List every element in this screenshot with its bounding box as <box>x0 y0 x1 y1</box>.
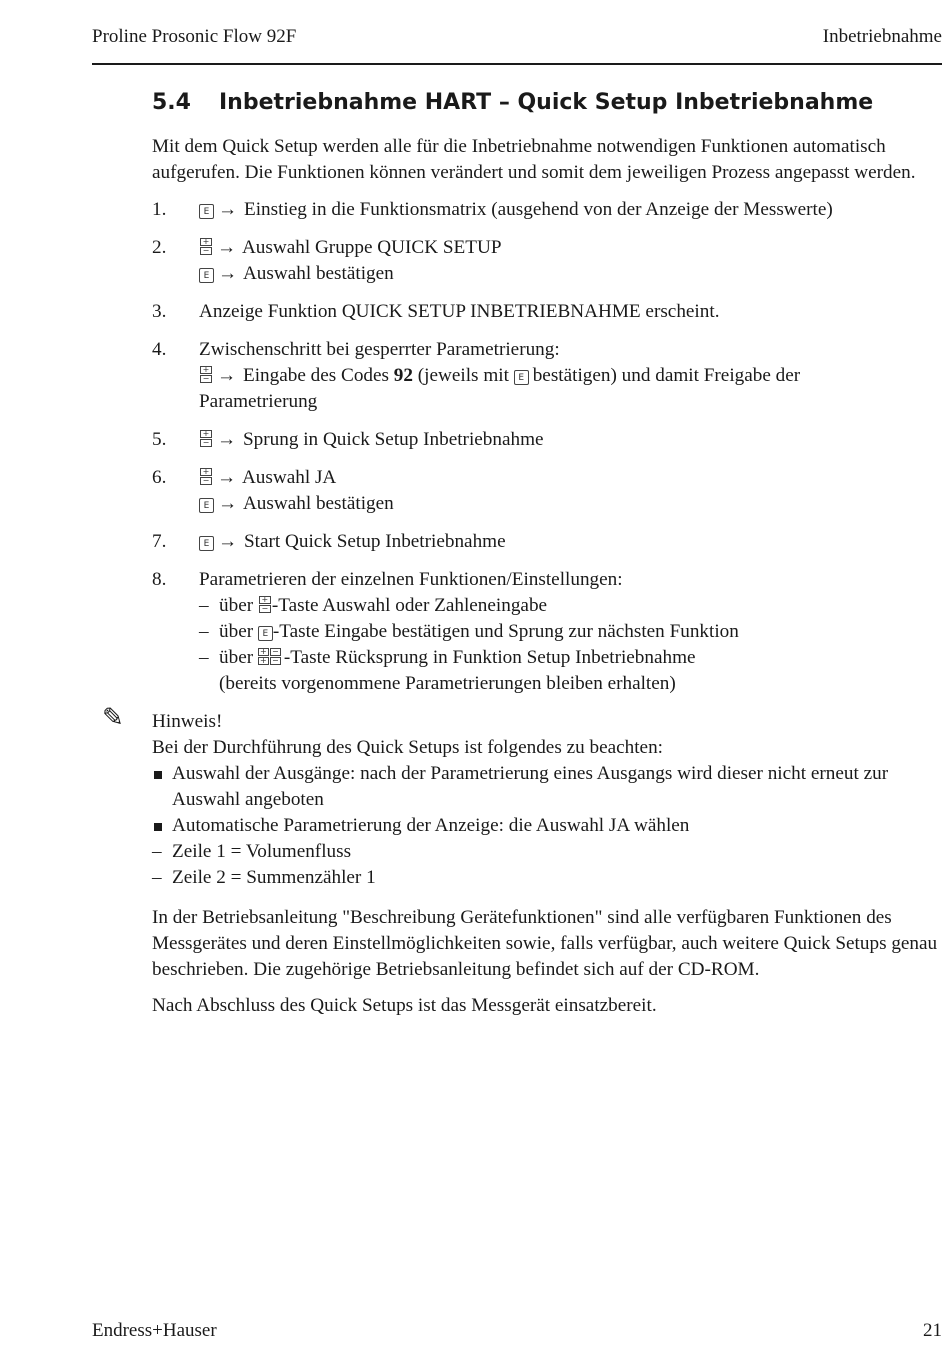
step-text: -Taste Eingabe bestätigen und Sprung zur nächsten Funktion <box>272 621 739 642</box>
step-text: Auswahl bestätigen <box>242 263 394 284</box>
step-text: Auswahl Gruppe QUICK SETUP <box>241 237 502 258</box>
step-number: 2. <box>152 237 167 258</box>
reference-paragraph: In der Betriebsanleitung "Beschreibung Gerätefunktionen" sind alle verfügbaren Funktionen des Messgerätes und deren Einstellmöglichkeiten sowie, falls verfügbar, auch weitere Quick Setups genau beschrieben. Die zugehörige Betriebsanleitung befindet sich auf der CD-ROM. <box>152 907 938 980</box>
step-text: -Taste Auswahl oder Zahleneingabe <box>271 595 548 616</box>
note-lead: Bei der Durchführung des Quick Setups ist folgendes zu beachten: <box>152 737 663 758</box>
step-text: Auswahl JA <box>241 467 337 488</box>
arrow-icon: → <box>218 199 238 220</box>
arrow-icon: → <box>218 531 238 552</box>
enter-key-icon: E <box>514 370 529 385</box>
plus-minus-key-icon: + − <box>199 467 213 486</box>
step-text: Sprung in Quick Setup Inbetriebnahme <box>242 429 544 450</box>
step-number: 8. <box>152 569 167 590</box>
step-text: (jeweils mit <box>417 365 509 386</box>
page-number: 21 <box>923 1320 942 1341</box>
step-number: 4. <box>152 339 167 360</box>
code-value: 92 <box>393 365 413 386</box>
step-text: Einstieg in die Funktionsmatrix (ausgehend von der Anzeige der Messwerte) <box>243 199 833 220</box>
section-title-text: Inbetriebnahme HART – Quick Setup Inbetriebnahme <box>219 90 874 115</box>
plus-minus-key-icon: + − <box>258 595 272 614</box>
step-3 <box>152 299 942 325</box>
section-number: 5.4 <box>152 90 191 115</box>
step-number: 3. <box>152 301 167 322</box>
arrow-icon: → <box>217 237 237 258</box>
arrow-icon: → <box>217 467 237 488</box>
step-text: Start Quick Setup Inbetriebnahme <box>243 531 506 552</box>
note-bullet: Automatische Parametrierung der Anzeige: die Auswahl JA wählen <box>152 813 942 839</box>
step-text: Auswahl bestätigen <box>242 493 394 514</box>
enter-key-icon: E <box>199 498 214 513</box>
step-text: Parametrieren der einzelnen Funktionen/Einstellungen: <box>199 569 623 590</box>
section-title <box>152 90 873 115</box>
sub-item: – über + − + − -Taste Rücksprung in Funktion Setup Inbetriebnahme <box>199 645 942 671</box>
enter-key-icon: E <box>199 204 214 219</box>
step-text: -Taste Rücksprung in Funktion Setup Inbetriebnahme <box>283 647 696 668</box>
content <box>102 134 942 1019</box>
step-6 <box>152 465 942 517</box>
step-list <box>152 197 942 697</box>
step-8 <box>152 567 942 697</box>
step-2 <box>152 235 942 287</box>
enter-key-icon: E <box>199 268 214 283</box>
escape-key-icon: + − + − <box>258 647 282 666</box>
step-1 <box>152 197 942 223</box>
step-text: (bereits vorgenommene Parametrierungen bleiben erhalten) <box>219 673 676 694</box>
note-bullet: Auswahl der Ausgänge: nach der Parametrierung eines Ausgangs wird dieser nicht erneut zur Auswahl angeboten <box>152 761 942 813</box>
plus-minus-key-icon: + − <box>199 365 213 384</box>
plus-minus-key-icon: + − <box>199 429 213 448</box>
header-product: Proline Prosonic Flow 92F <box>92 26 297 47</box>
step-text: Eingabe des Codes <box>242 365 389 386</box>
step-text: bestätigen) und damit Freigabe der <box>532 365 801 386</box>
step-number: 1. <box>152 199 167 220</box>
header-chapter: Inbetriebnahme <box>822 26 942 47</box>
step-text: Anzeige Funktion QUICK SETUP INBETRIEBNAHME erscheint. <box>199 301 720 322</box>
enter-key-icon: E <box>258 626 273 641</box>
arrow-icon: → <box>217 429 237 450</box>
arrow-icon: → <box>217 365 237 386</box>
header-rule <box>92 63 942 65</box>
note-list <box>152 761 942 839</box>
sub-item: – über E -Taste Eingabe bestätigen und Sprung zur nächsten Funktion <box>199 619 942 645</box>
note-block <box>102 703 942 891</box>
intro-paragraph: Mit dem Quick Setup werden alle für die Inbetriebnahme notwendigen Funktionen automatisch aufgerufen. Die Funktionen können verändert und somit dem jeweiligen Prozess angepasst werden. <box>152 136 916 183</box>
plus-minus-key-icon: + − <box>199 237 213 256</box>
step-7 <box>152 529 942 555</box>
arrow-icon: → <box>218 493 238 514</box>
enter-key-icon: E <box>199 536 214 551</box>
footer-company: Endress+Hauser <box>92 1320 217 1341</box>
note-subitem: – Zeile 2 = Summenzähler 1 <box>152 865 942 891</box>
pencil-icon: ✎ <box>102 703 124 733</box>
step-5 <box>152 427 942 453</box>
note-subitem: – Zeile 1 = Volumenfluss <box>152 839 942 865</box>
sub-item: – über + − -Taste Auswahl oder Zahleneingabe <box>199 593 942 619</box>
step-text: Zwischenschritt bei gesperrter Parametrierung: <box>199 339 560 360</box>
step-text: Parametrierung <box>199 391 318 412</box>
note-title: Hinweis! <box>152 711 223 732</box>
step-number: 6. <box>152 467 167 488</box>
step-number: 7. <box>152 531 167 552</box>
closing-paragraph: Nach Abschluss des Quick Setups ist das Messgerät einsatzbereit. <box>152 995 657 1016</box>
step-number: 5. <box>152 429 167 450</box>
arrow-icon: → <box>218 263 238 284</box>
step-4 <box>152 337 942 415</box>
